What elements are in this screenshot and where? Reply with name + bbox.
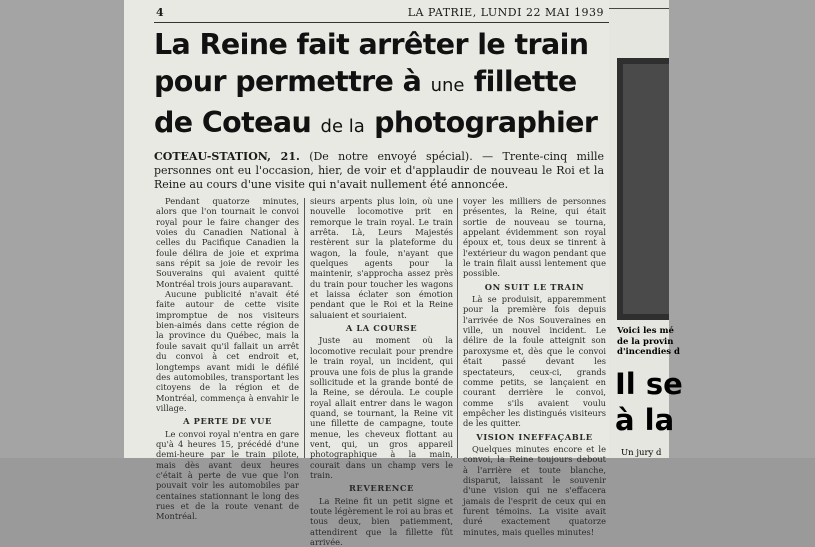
column-subhead: ON SUIT LE TRAIN — [484, 281, 585, 292]
headline-line-2 — [154, 63, 604, 104]
paper-date-line: LA PATRIE, LUNDI 22 MAI 1939 — [407, 6, 604, 19]
column-subhead: REVERENCE — [348, 483, 415, 494]
column-paragraph: Là se produisit, apparemment pour la première fois depuis l'arrivée de Nos Souveraines en ville, un nouvel incident. Le délire de la foule atteignit son paroxysme et, dès que le convoi était passé devant les spectateurs, ceux-ci, grands comme petits, se lançaient en courant derrière le convoi, comme s'ils avaient voulu empêcher les distingués visiteurs de les quitter. — [463, 294, 606, 429]
column-paragraph: Aucune publicité n'avait été faite autour de cette visite impromptue de nos visiteurs bien-aimés dans cette région de la province du Québec, mais la foule savait qu'il fallait un arrêt du convoi à cet endroit et, longtemps avant midi le défilé des automobiles, transportant les citoyens de la région et de Montréal, commença à envahir le village. — [156, 289, 299, 413]
column-paragraph: La Reine fit un petit signe et toute légèrement le roi au bras et tous deux, bien patiemment, attendirent que la fillette fût arrivée. — [310, 495, 453, 547]
masthead-rule — [154, 22, 609, 23]
column-divider — [304, 198, 305, 458]
sidebar-caption — [617, 326, 680, 358]
column-paragraph: Pendant quatorze minutes, alors que l'on tournait le convoi royal pour le faire changer des voies du Canadien National à celles du Pacifique Canadien la foule délira de joie et exprima sans répit sa joie de revoir les Souverains qui avaient quitté Montréal trois jours auparavant. — [156, 196, 299, 289]
headline-line-3-small: de la — [320, 116, 365, 137]
dateline: COTEAU-STATION, 21. — [154, 150, 300, 163]
sidebar-caption-line: Voici les mé — [617, 326, 674, 336]
column-paragraph: voyer les milliers de personnes présentes, la Reine, qui était sortie de nouveau se tourna, appelant évidemment son royal époux et, tous deux se tinrent à l'extérieur du wagon pendant que le train filait aussi lentement que possible. — [463, 196, 606, 279]
sidebar-headline-line: à la — [615, 403, 675, 437]
article-lede — [154, 150, 604, 192]
sidebar-footer-text: Un jury d — [621, 448, 662, 458]
sidebar-caption-line: d'incendies d — [617, 347, 680, 357]
sidebar-caption-line: de la provin — [617, 336, 674, 347]
adjacent-page-strip — [609, 0, 683, 458]
article-column-2 — [310, 196, 453, 547]
column-subhead: VISION INEFFAÇABLE — [476, 431, 593, 442]
headline-line-3-a: de Coteau — [154, 106, 321, 139]
sidebar-box — [609, 8, 669, 49]
headline-line-2-b: fillette — [464, 65, 577, 98]
headline-line-3-b: photographier — [364, 106, 598, 139]
column-paragraph: sieurs arpents plus loin, où une nouvelle locomotive prit en remorque le train royal. Le train arrêta. Là, Leurs Majestés restèrent sur la plateforme du wagon, la foule, n'ayant que quelques agents pour la maintenir, s'approcha assez près du train pour toucher les wagons et laissa éclater son émotion pendant que le Roi et la Reine saluaient et souriaient. — [310, 196, 453, 320]
column-paragraph: Le convoi royal n'entra en gare qu'à 4 heures 15, précédé d'une demi-heure par le train pilote, mais dès avant deux heures c'était à perte de vue que l'on pouvait voir les automobiles par centaines stationnant le long des rues et de la route venant de Montréal. — [156, 428, 299, 522]
sidebar-headline-line: Il se — [615, 367, 683, 401]
headline-line-2-a: pour permettre à — [154, 65, 431, 98]
headline-line-3 — [154, 104, 604, 145]
column-subhead: A PERTE DE VUE — [183, 416, 272, 427]
lede-text: (De notre envoyé spécial). — Trente-cinq mille personnes ont eu l'occasion, hier, de voir et d'applaudir de nouveau le Roi et la Reine au cours d'une visite qui n'avait nullement été annoncée. — [154, 150, 604, 191]
article-column-3 — [463, 196, 606, 537]
sidebar-photo-inner — [623, 64, 669, 314]
column-subhead: A LA COURSE — [345, 323, 418, 334]
headline-line-1: La Reine fait arrêter le train — [154, 28, 589, 61]
column-paragraph: Quelques minutes encore et le convoi, la Reine toujours debout à l'arrière et toute blanche, disparut, laissant le souvenir d'une vision qui ne s'effacera jamais de l'esprit de ceux qui en furent témoins. La visite avait duré exactement quatorze minutes, mais quelles minutes! — [463, 443, 606, 537]
newspaper-page — [124, 0, 609, 547]
article-column-1 — [156, 196, 299, 522]
column-divider — [457, 198, 458, 458]
sidebar-headline — [615, 366, 683, 438]
headline-line-2-small: une — [430, 75, 465, 96]
column-paragraph: Juste au moment où la locomotive reculait pour prendre le train royal, un incident, qui prouva une fois de plus la grande sollicitude et la grande bonté de la Reine, se déroula. Le couple royal allait entrer dans le wagon quand, se tournant, la Reine vit une fillette de campagne, toute menue, les cheveux flottant au vent, qui, un gros appareil photographique à la main, courait dans un champ vers le train. — [310, 335, 453, 480]
article-headline — [154, 26, 604, 145]
page-number: 4 — [156, 6, 165, 19]
